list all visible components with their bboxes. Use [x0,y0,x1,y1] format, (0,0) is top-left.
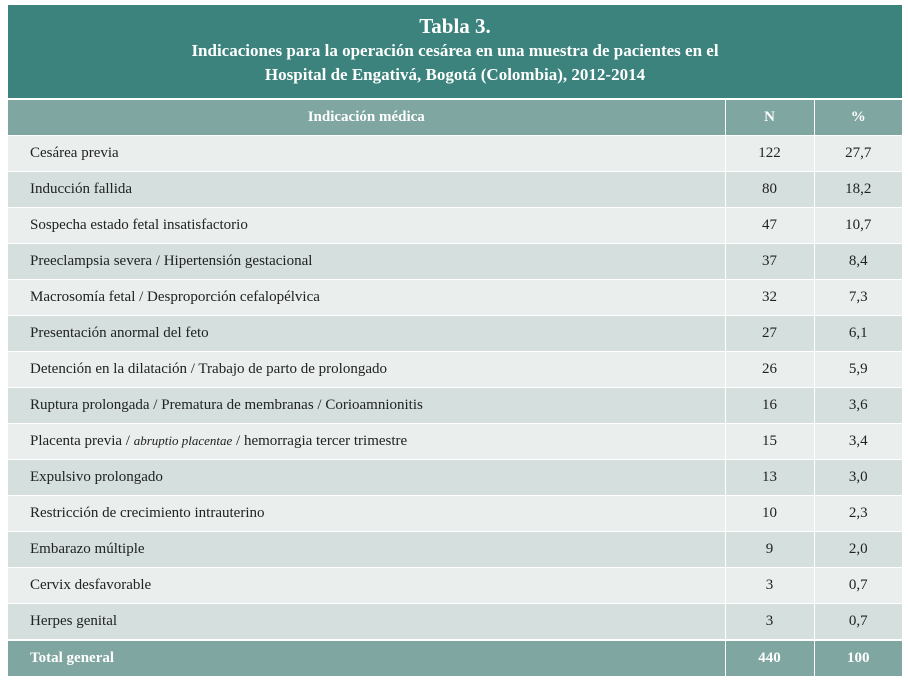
row-n: 15 [725,424,814,460]
column-header-indication: Indicación médica [8,99,725,136]
row-pct: 3,4 [814,424,902,460]
row-label-italic: abruptio placentae [133,433,233,448]
table-caption [8,5,902,98]
row-pct: 0,7 [814,604,902,641]
row-n: 80 [725,172,814,208]
row-n: 9 [725,532,814,568]
table-row [8,316,902,352]
row-n: 122 [725,136,814,172]
table-title: Tabla 3. [419,14,491,38]
row-label: Cervix desfavorable [8,568,725,604]
row-n: 26 [725,352,814,388]
row-pct: 8,4 [814,244,902,280]
total-row [8,640,902,676]
table-row [8,352,902,388]
row-pct: 0,7 [814,568,902,604]
row-label: Cesárea previa [8,136,725,172]
row-pct: 3,6 [814,388,902,424]
row-n: 13 [725,460,814,496]
row-n: 3 [725,604,814,641]
header-row [8,99,902,136]
row-pct: 7,3 [814,280,902,316]
row-label [8,424,725,460]
table-row [8,532,902,568]
row-label: Macrosomía fetal / Desproporción cefalopélvica [8,280,725,316]
column-header-n: N [725,99,814,136]
table-row [8,208,902,244]
row-pct: 3,0 [814,460,902,496]
row-pct: 18,2 [814,172,902,208]
row-pct: 10,7 [814,208,902,244]
row-pct: 2,3 [814,496,902,532]
table-row [8,280,902,316]
row-n: 10 [725,496,814,532]
row-n: 16 [725,388,814,424]
row-label: Detención en la dilatación / Trabajo de parto de prolongado [8,352,725,388]
row-label-part2: / hemorragia tercer trimestre [236,433,408,449]
row-label: Presentación anormal del feto [8,316,725,352]
table-row [8,460,902,496]
data-table [8,98,902,676]
total-pct: 100 [814,640,902,676]
row-pct: 6,1 [814,316,902,352]
row-label-part1: Placenta previa / [30,433,130,449]
row-n: 32 [725,280,814,316]
table-row [8,496,902,532]
row-label: Inducción fallida [8,172,725,208]
row-n: 37 [725,244,814,280]
row-label: Expulsivo prolongado [8,460,725,496]
row-n: 47 [725,208,814,244]
table-row [8,172,902,208]
row-label: Restricción de crecimiento intrauterino [8,496,725,532]
row-label: Ruptura prolongada / Prematura de membranas / Corioamnionitis [8,388,725,424]
row-pct: 5,9 [814,352,902,388]
row-label: Preeclampsia severa / Hipertensión gestacional [8,244,725,280]
table-figure [8,5,902,678]
row-pct: 27,7 [814,136,902,172]
row-label: Sospecha estado fetal insatisfactorio [8,208,725,244]
table-row [8,388,902,424]
table-row [8,424,902,460]
column-header-pct: % [814,99,902,136]
table-row [8,568,902,604]
row-n: 27 [725,316,814,352]
row-label: Embarazo múltiple [8,532,725,568]
row-label: Herpes genital [8,604,725,641]
table-row [8,244,902,280]
table-row [8,604,902,641]
total-label: Total general [8,640,725,676]
table-subtitle-line1: Indicaciones para la operación cesárea en una muestra de pacientes en el [191,41,719,60]
total-n: 440 [725,640,814,676]
table-subtitle-line2: Hospital de Engativá, Bogotá (Colombia), 2012-2014 [264,65,646,84]
row-pct: 2,0 [814,532,902,568]
table-row [8,136,902,172]
row-n: 3 [725,568,814,604]
